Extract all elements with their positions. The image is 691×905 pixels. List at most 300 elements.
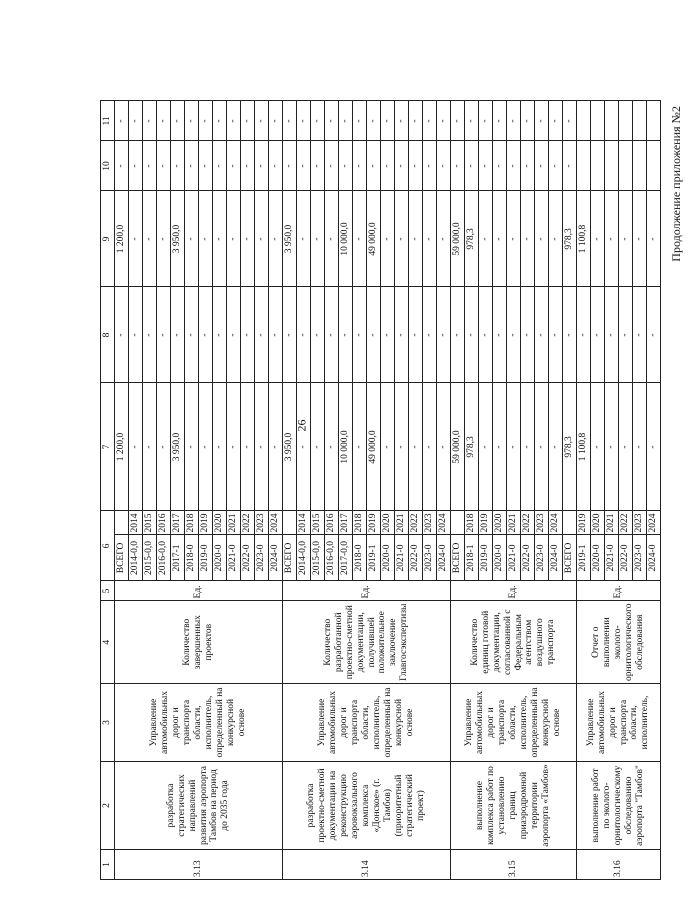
regional-funding: - xyxy=(507,191,521,287)
other-funding: - xyxy=(269,101,283,141)
target-value: 2022-0 xyxy=(409,535,423,581)
local-funding: - xyxy=(409,141,423,191)
row-id: 3.15 xyxy=(451,850,577,880)
local-funding: - xyxy=(297,141,311,191)
federal-funding: - xyxy=(157,287,171,383)
federal-funding: - xyxy=(437,287,451,383)
table-row xyxy=(577,101,591,880)
federal-funding: - xyxy=(395,287,409,383)
regional-funding: 10 000,0 xyxy=(339,191,353,287)
regional-funding: - xyxy=(297,191,311,287)
regional-funding: - xyxy=(535,191,549,287)
other-funding xyxy=(605,101,619,141)
page-number: 26 xyxy=(294,419,309,432)
unit: Ед. xyxy=(451,581,577,601)
target-value: ВСЕГО xyxy=(283,535,297,581)
continuation-caption: Продолжение приложения №2 xyxy=(669,106,683,262)
target-value: 2014-0,0 xyxy=(297,535,311,581)
local-funding: - xyxy=(451,141,465,191)
year: 2014 xyxy=(297,511,311,535)
federal-funding: - xyxy=(325,287,339,383)
year: 2014 xyxy=(129,511,143,535)
target-value: 2019-0 xyxy=(479,535,493,581)
other-funding: - xyxy=(409,101,423,141)
total-funding: - xyxy=(353,383,367,511)
year: 2020 xyxy=(381,511,395,535)
year: 2024 xyxy=(549,511,563,535)
year: 2022 xyxy=(619,511,633,535)
header-cell-2: 2 xyxy=(101,762,115,850)
year xyxy=(115,511,129,535)
local-funding: - xyxy=(255,141,269,191)
other-funding: - xyxy=(213,101,227,141)
regional-funding: - xyxy=(227,191,241,287)
header-cell-9: 9 xyxy=(101,191,115,287)
other-funding: - xyxy=(507,101,521,141)
local-funding: - xyxy=(465,141,479,191)
year: 2019 xyxy=(367,511,381,535)
local-funding: - xyxy=(535,141,549,191)
program-table xyxy=(100,100,661,880)
total-funding: - xyxy=(311,383,325,511)
target-value: 2016-0,0 xyxy=(325,535,339,581)
other-funding xyxy=(591,101,605,141)
regional-funding: - xyxy=(423,191,437,287)
total-funding: - xyxy=(535,383,549,511)
target-value: 2017-1 xyxy=(171,535,185,581)
total-funding: - xyxy=(381,383,395,511)
federal-funding: - xyxy=(451,287,465,383)
regional-funding: - xyxy=(437,191,451,287)
year: 2016 xyxy=(157,511,171,535)
year: 2022 xyxy=(241,511,255,535)
federal-funding: - xyxy=(633,287,647,383)
total-funding: - xyxy=(269,383,283,511)
federal-funding: - xyxy=(367,287,381,383)
other-funding: - xyxy=(311,101,325,141)
target-value: 2020-0 xyxy=(493,535,507,581)
total-funding: 59 000,0 xyxy=(451,383,465,511)
regional-funding: 59 000,0 xyxy=(451,191,465,287)
federal-funding: - xyxy=(269,287,283,383)
total-funding: - xyxy=(521,383,535,511)
regional-funding: - xyxy=(353,191,367,287)
year: 2015 xyxy=(143,511,157,535)
federal-funding: - xyxy=(563,287,577,383)
total-funding: - xyxy=(185,383,199,511)
regional-funding: - xyxy=(157,191,171,287)
other-funding: - xyxy=(157,101,171,141)
target-value: 2020-0 xyxy=(213,535,227,581)
total-funding: 3 950,0 xyxy=(283,383,297,511)
federal-funding: - xyxy=(507,287,521,383)
other-funding: - xyxy=(241,101,255,141)
federal-funding: - xyxy=(647,287,661,383)
target-value: ВСЕГО xyxy=(563,535,577,581)
year: 2023 xyxy=(535,511,549,535)
year: 2021 xyxy=(395,511,409,535)
regional-funding: - xyxy=(619,191,633,287)
target-value: 2024-0 xyxy=(647,535,661,581)
total-funding: - xyxy=(591,383,605,511)
federal-funding: - xyxy=(115,287,129,383)
regional-funding: - xyxy=(325,191,339,287)
other-funding: - xyxy=(479,101,493,141)
year: 2020 xyxy=(591,511,605,535)
measure-name: разработка проектно-сметной документации на реконструкцию аэровокзального комплекса «Донское» (г. Тамбов) (приоритетный стратегический проект) xyxy=(283,762,451,850)
year: 2021 xyxy=(507,511,521,535)
local-funding: - xyxy=(549,141,563,191)
header-cell-8: 8 xyxy=(101,287,115,383)
total-funding: 1 200,0 xyxy=(115,383,129,511)
total-funding: 3 950,0 xyxy=(171,383,185,511)
regional-funding: - xyxy=(241,191,255,287)
other-funding: - xyxy=(339,101,353,141)
year: 2016 xyxy=(325,511,339,535)
year: 2024 xyxy=(647,511,661,535)
total-funding: - xyxy=(633,383,647,511)
total-funding: - xyxy=(297,383,311,511)
target-value: 2021-0 xyxy=(507,535,521,581)
total-funding: - xyxy=(227,383,241,511)
local-funding: - xyxy=(521,141,535,191)
total-funding: - xyxy=(409,383,423,511)
other-funding xyxy=(577,101,591,141)
total-funding: - xyxy=(255,383,269,511)
federal-funding: - xyxy=(479,287,493,383)
local-funding: - xyxy=(563,141,577,191)
target-value: 2022-0 xyxy=(619,535,633,581)
regional-funding: - xyxy=(479,191,493,287)
total-funding: - xyxy=(647,383,661,511)
federal-funding: - xyxy=(465,287,479,383)
other-funding: - xyxy=(199,101,213,141)
regional-funding: - xyxy=(591,191,605,287)
federal-funding: - xyxy=(185,287,199,383)
local-funding xyxy=(647,141,661,191)
indicator: Отчет о выполнении эколого-орнитологического обследования xyxy=(577,601,661,684)
executor: Управление автомобильных дорог и транспорта области, исполнитель, определенный на конкурсной основе xyxy=(451,684,577,762)
other-funding: - xyxy=(143,101,157,141)
regional-funding: - xyxy=(633,191,647,287)
unit: Ед. xyxy=(115,581,283,601)
table-row xyxy=(115,101,129,880)
federal-funding: - xyxy=(353,287,367,383)
regional-funding: - xyxy=(493,191,507,287)
other-funding: - xyxy=(129,101,143,141)
other-funding: - xyxy=(171,101,185,141)
federal-funding: - xyxy=(227,287,241,383)
regional-funding: - xyxy=(185,191,199,287)
federal-funding: - xyxy=(521,287,535,383)
regional-funding: - xyxy=(647,191,661,287)
local-funding xyxy=(619,141,633,191)
total-funding: - xyxy=(395,383,409,511)
header-cell-3: 3 xyxy=(101,684,115,762)
federal-funding: - xyxy=(493,287,507,383)
local-funding xyxy=(577,141,591,191)
federal-funding: - xyxy=(199,287,213,383)
executor: Управление автомобильных дорог и транспорта области, исполнитель, определенный на конкурсной основе xyxy=(283,684,451,762)
header-cell-7: 7 xyxy=(101,383,115,511)
local-funding: - xyxy=(171,141,185,191)
other-funding: - xyxy=(367,101,381,141)
total-funding: - xyxy=(549,383,563,511)
target-value: 2024-0 xyxy=(549,535,563,581)
total-funding: - xyxy=(213,383,227,511)
regional-funding: - xyxy=(129,191,143,287)
local-funding: - xyxy=(353,141,367,191)
rotated-sheet xyxy=(100,100,691,880)
local-funding xyxy=(605,141,619,191)
indicator: Количество завершенных проектов xyxy=(115,601,283,684)
total-funding: - xyxy=(199,383,213,511)
year: 2021 xyxy=(227,511,241,535)
target-value: 2020-0 xyxy=(591,535,605,581)
year: 2018 xyxy=(185,511,199,535)
regional-funding: - xyxy=(409,191,423,287)
other-funding: - xyxy=(535,101,549,141)
year: 2020 xyxy=(493,511,507,535)
other-funding: - xyxy=(283,101,297,141)
regional-funding: 978,3 xyxy=(465,191,479,287)
local-funding: - xyxy=(437,141,451,191)
federal-funding: - xyxy=(171,287,185,383)
year xyxy=(451,511,465,535)
table-row xyxy=(451,101,465,880)
other-funding: - xyxy=(185,101,199,141)
federal-funding: - xyxy=(311,287,325,383)
indicator: Количество разработанной проектно-сметной документации, получившей положительное заключение Главгосэкспертизы xyxy=(283,601,451,684)
local-funding: - xyxy=(339,141,353,191)
year: 2019 xyxy=(199,511,213,535)
local-funding xyxy=(633,141,647,191)
total-funding: - xyxy=(143,383,157,511)
regional-funding: - xyxy=(255,191,269,287)
local-funding: - xyxy=(325,141,339,191)
other-funding: - xyxy=(297,101,311,141)
measure-name: выполнение комплекса работ по установлению границ приаэродромной территории аэропорта «Тамбов» xyxy=(451,762,577,850)
indicator: Количество единиц готовой документации, согласованной с Федеральным агентством воздушного транспорта xyxy=(451,601,577,684)
federal-funding: - xyxy=(255,287,269,383)
local-funding: - xyxy=(507,141,521,191)
federal-funding: - xyxy=(409,287,423,383)
year: 2022 xyxy=(521,511,535,535)
federal-funding: - xyxy=(143,287,157,383)
regional-funding: 1 100,8 xyxy=(577,191,591,287)
federal-funding: - xyxy=(129,287,143,383)
local-funding: - xyxy=(381,141,395,191)
target-value: 2019-1 xyxy=(367,535,381,581)
other-funding: - xyxy=(115,101,129,141)
other-funding xyxy=(633,101,647,141)
federal-funding: - xyxy=(423,287,437,383)
total-funding: - xyxy=(437,383,451,511)
total-funding: - xyxy=(605,383,619,511)
regional-funding: - xyxy=(605,191,619,287)
target-value: 2024-0 xyxy=(269,535,283,581)
local-funding: - xyxy=(129,141,143,191)
row-id: 3.16 xyxy=(577,850,661,880)
target-value: 2014-0,0 xyxy=(129,535,143,581)
regional-funding: - xyxy=(199,191,213,287)
regional-funding: 3 950,0 xyxy=(283,191,297,287)
regional-funding: 49 000,0 xyxy=(367,191,381,287)
other-funding: - xyxy=(423,101,437,141)
local-funding: - xyxy=(199,141,213,191)
target-value: ВСЕГО xyxy=(451,535,465,581)
target-value: 2021-0 xyxy=(227,535,241,581)
other-funding: - xyxy=(353,101,367,141)
other-funding: - xyxy=(395,101,409,141)
header-row xyxy=(101,101,115,880)
year: 2020 xyxy=(213,511,227,535)
regional-funding: - xyxy=(213,191,227,287)
federal-funding: - xyxy=(297,287,311,383)
total-funding: 978,3 xyxy=(465,383,479,511)
target-value: 2018-1 xyxy=(465,535,479,581)
local-funding: - xyxy=(227,141,241,191)
target-value: 2023-0 xyxy=(535,535,549,581)
local-funding: - xyxy=(157,141,171,191)
federal-funding: - xyxy=(577,287,591,383)
local-funding xyxy=(591,141,605,191)
federal-funding: - xyxy=(283,287,297,383)
target-value: 2018-0 xyxy=(185,535,199,581)
target-value: ВСЕГО xyxy=(115,535,129,581)
total-funding: - xyxy=(241,383,255,511)
year: 2018 xyxy=(353,511,367,535)
header-cell-11: 11 xyxy=(101,101,115,141)
federal-funding: - xyxy=(549,287,563,383)
local-funding: - xyxy=(269,141,283,191)
local-funding: - xyxy=(283,141,297,191)
year: 2024 xyxy=(269,511,283,535)
total-funding: - xyxy=(423,383,437,511)
year: 2017 xyxy=(171,511,185,535)
total-funding: - xyxy=(325,383,339,511)
regional-funding: - xyxy=(395,191,409,287)
local-funding: - xyxy=(241,141,255,191)
regional-funding: - xyxy=(311,191,325,287)
total-funding: 978,3 xyxy=(563,383,577,511)
target-value: 2023-0 xyxy=(423,535,437,581)
year xyxy=(283,511,297,535)
other-funding: - xyxy=(451,101,465,141)
header-cell-6: 6 xyxy=(101,511,115,581)
other-funding: - xyxy=(381,101,395,141)
target-value: 2016-0,0 xyxy=(157,535,171,581)
other-funding: - xyxy=(227,101,241,141)
target-value: 2024-0 xyxy=(437,535,451,581)
year: 2024 xyxy=(437,511,451,535)
federal-funding: - xyxy=(619,287,633,383)
target-value: 2020-0 xyxy=(381,535,395,581)
executor: Управление автомобильных дорог и транспорта области, исполнитель, xyxy=(577,684,661,762)
year xyxy=(563,511,577,535)
local-funding: - xyxy=(395,141,409,191)
target-value: 2023-0 xyxy=(633,535,647,581)
federal-funding: - xyxy=(535,287,549,383)
target-value: 2023-0 xyxy=(255,535,269,581)
other-funding: - xyxy=(437,101,451,141)
regional-funding: 978,3 xyxy=(563,191,577,287)
total-funding: 49 000,0 xyxy=(367,383,381,511)
year: 2015 xyxy=(311,511,325,535)
other-funding: - xyxy=(255,101,269,141)
target-value: 2015-0,0 xyxy=(143,535,157,581)
regional-funding: - xyxy=(143,191,157,287)
row-id: 3.14 xyxy=(283,850,451,880)
federal-funding: - xyxy=(339,287,353,383)
header-cell-4: 4 xyxy=(101,601,115,684)
header-cell-10: 10 xyxy=(101,141,115,191)
local-funding: - xyxy=(423,141,437,191)
other-funding: - xyxy=(521,101,535,141)
federal-funding: - xyxy=(213,287,227,383)
local-funding: - xyxy=(115,141,129,191)
federal-funding: - xyxy=(241,287,255,383)
year: 2017 xyxy=(339,511,353,535)
table-row xyxy=(283,101,297,880)
federal-funding: - xyxy=(605,287,619,383)
row-id: 3.13 xyxy=(115,850,283,880)
local-funding: - xyxy=(367,141,381,191)
regional-funding: 3 950,0 xyxy=(171,191,185,287)
total-funding: - xyxy=(479,383,493,511)
other-funding xyxy=(619,101,633,141)
other-funding: - xyxy=(465,101,479,141)
target-value: 2021-0 xyxy=(605,535,619,581)
year: 2018 xyxy=(465,511,479,535)
total-funding: 1 100,8 xyxy=(577,383,591,511)
header-cell-1: 1 xyxy=(101,850,115,880)
local-funding: - xyxy=(479,141,493,191)
regional-funding: 1 200,0 xyxy=(115,191,129,287)
total-funding: - xyxy=(129,383,143,511)
local-funding: - xyxy=(311,141,325,191)
federal-funding: - xyxy=(591,287,605,383)
local-funding: - xyxy=(143,141,157,191)
local-funding: - xyxy=(213,141,227,191)
target-value: 2019-1 xyxy=(577,535,591,581)
total-funding: - xyxy=(619,383,633,511)
target-value: 2022-0 xyxy=(521,535,535,581)
target-value: 2017-0,0 xyxy=(339,535,353,581)
regional-funding: - xyxy=(269,191,283,287)
header-cell-5: 5 xyxy=(101,581,115,601)
local-funding: - xyxy=(185,141,199,191)
year: 2021 xyxy=(605,511,619,535)
other-funding: - xyxy=(325,101,339,141)
federal-funding: - xyxy=(381,287,395,383)
target-value: 2018-0 xyxy=(353,535,367,581)
total-funding: - xyxy=(493,383,507,511)
measure-name: разработка стратегических направлений развития аэропорта Тамбов на период до 2035 года xyxy=(115,762,283,850)
other-funding xyxy=(647,101,661,141)
other-funding: - xyxy=(563,101,577,141)
year: 2023 xyxy=(633,511,647,535)
year: 2019 xyxy=(479,511,493,535)
year: 2019 xyxy=(577,511,591,535)
other-funding: - xyxy=(493,101,507,141)
regional-funding: - xyxy=(381,191,395,287)
other-funding: - xyxy=(549,101,563,141)
target-value: 2015-0,0 xyxy=(311,535,325,581)
unit: Ед. xyxy=(577,581,661,601)
local-funding: - xyxy=(493,141,507,191)
year: 2023 xyxy=(423,511,437,535)
